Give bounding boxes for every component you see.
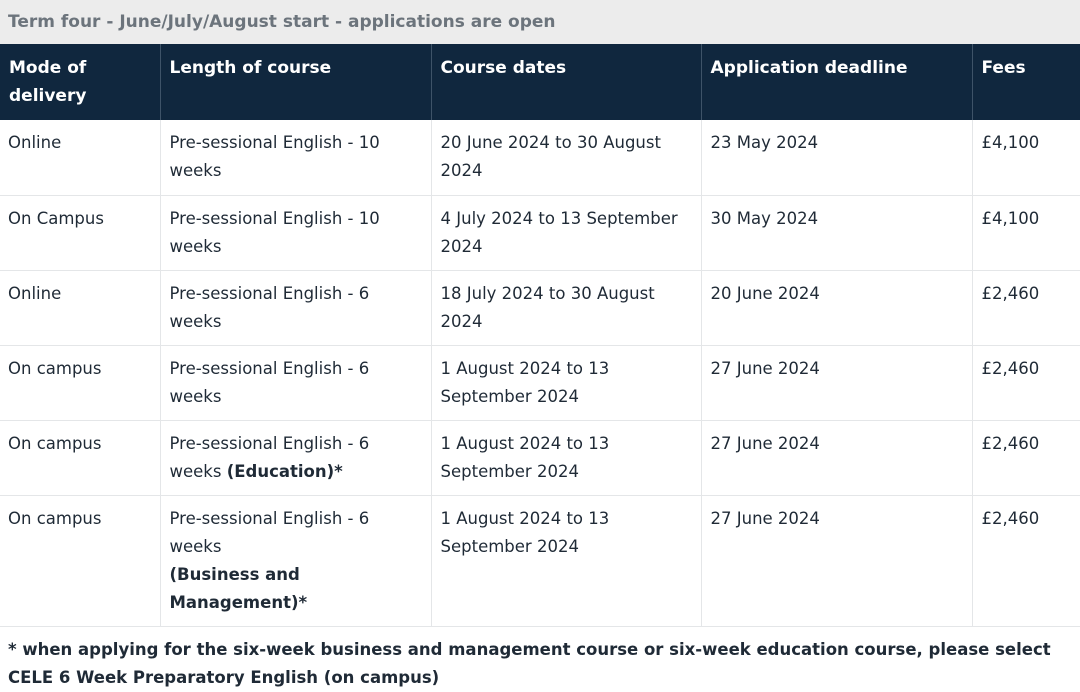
cell-length: Pre-sessional English - 6 weeks (Business and Management)* [160, 495, 431, 626]
footnote-text: * when applying for the six-week business and management course or six-week education course, please select CELE 6 Week Preparatory English (on campus) [8, 639, 1051, 687]
cell-dates: 18 July 2024 to 30 August 2024 [431, 270, 701, 345]
cell-fees: £4,100 [972, 195, 1080, 270]
cell-length: Pre-sessional English - 10 weeks [160, 195, 431, 270]
table-row [0, 270, 1080, 345]
cell-deadline: 27 June 2024 [701, 345, 972, 420]
table-header [0, 44, 1080, 120]
term-banner [0, 0, 1080, 44]
cell-mode: On campus [0, 495, 160, 626]
cell-dates: 20 June 2024 to 30 August 2024 [431, 120, 701, 195]
cell-dates: 1 August 2024 to 13 September 2024 [431, 420, 701, 495]
course-table [0, 44, 1080, 627]
cell-mode: On Campus [0, 195, 160, 270]
cell-fees: £2,460 [972, 270, 1080, 345]
cell-mode: Online [0, 120, 160, 195]
table-row [0, 195, 1080, 270]
cell-fees: £2,460 [972, 345, 1080, 420]
cell-fees: £4,100 [972, 120, 1080, 195]
course-variant-label: (Education)* [226, 461, 343, 481]
course-variant-label: (Business and Management)* [169, 564, 308, 612]
header-application-deadline: Application deadline [701, 44, 972, 120]
cell-dates: 4 July 2024 to 13 September 2024 [431, 195, 701, 270]
table-row [0, 345, 1080, 420]
header-row [0, 44, 1080, 120]
term-banner-text: Term four - June/July/August start - applications are open [8, 12, 556, 32]
header-fees: Fees [972, 44, 1080, 120]
table-row [0, 495, 1080, 626]
cell-mode: On campus [0, 345, 160, 420]
cell-fees: £2,460 [972, 420, 1080, 495]
cell-deadline: 30 May 2024 [701, 195, 972, 270]
table-body [0, 120, 1080, 626]
header-length-of-course: Length of course [160, 44, 431, 120]
cell-length: Pre-sessional English - 6 weeks [160, 270, 431, 345]
cell-deadline: 27 June 2024 [701, 420, 972, 495]
table-row [0, 120, 1080, 195]
cell-mode: Online [0, 270, 160, 345]
cell-deadline: 27 June 2024 [701, 495, 972, 626]
header-course-dates: Course dates [431, 44, 701, 120]
footnote [0, 627, 1080, 692]
header-mode-of-delivery: Mode of delivery [0, 44, 160, 120]
cell-fees: £2,460 [972, 495, 1080, 626]
cell-dates: 1 August 2024 to 13 September 2024 [431, 345, 701, 420]
cell-length: Pre-sessional English - 6 weeks [160, 345, 431, 420]
cell-deadline: 23 May 2024 [701, 120, 972, 195]
cell-length: Pre-sessional English - 6 weeks (Education)* [160, 420, 431, 495]
cell-length: Pre-sessional English - 10 weeks [160, 120, 431, 195]
cell-deadline: 20 June 2024 [701, 270, 972, 345]
table-row [0, 420, 1080, 495]
cell-dates: 1 August 2024 to 13 September 2024 [431, 495, 701, 626]
cell-mode: On campus [0, 420, 160, 495]
